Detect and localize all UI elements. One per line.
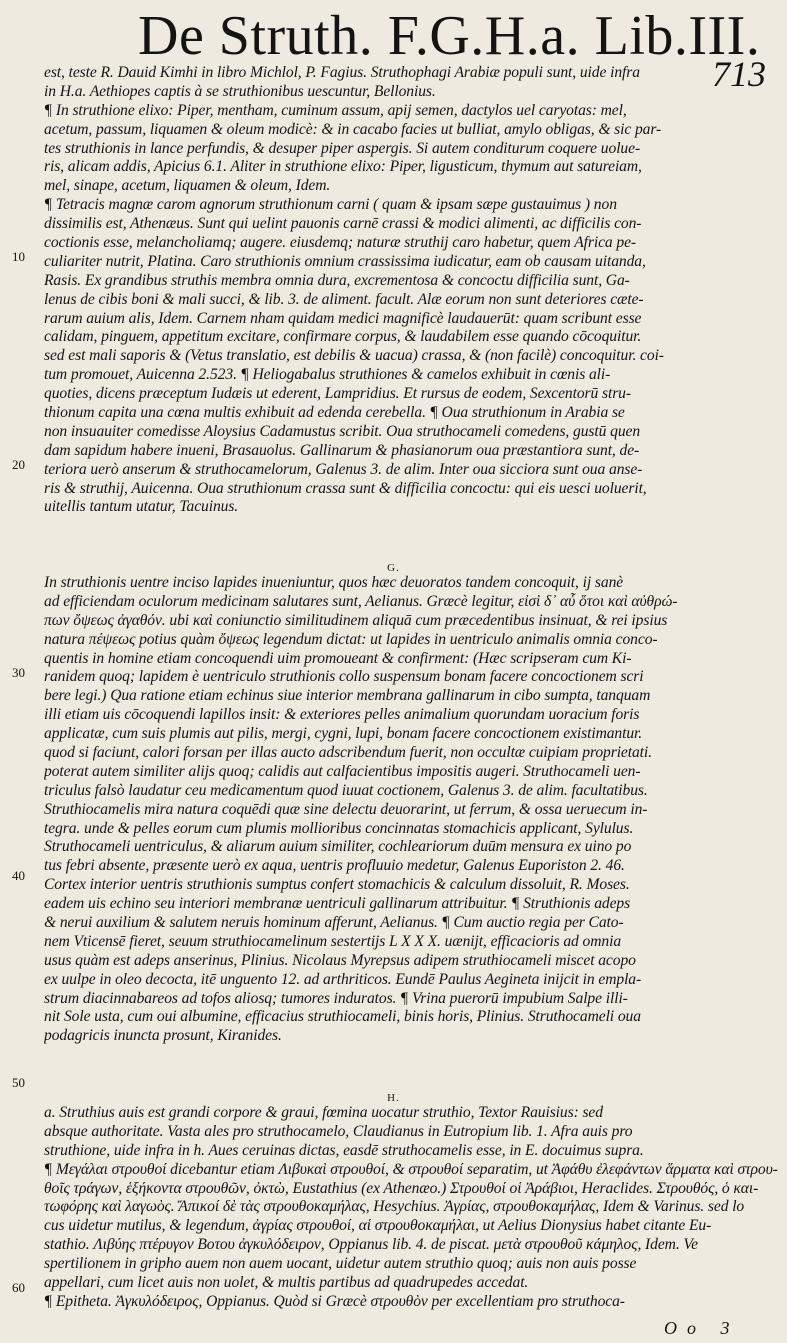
text-line: quoties, dicens præceptum Iudæis ut ederent, Lampridius. Et rursus de eodem, Sexcentorū stru- [44, 385, 631, 403]
text-line: poterat autem similiter alijs quoq; calidis aut calfacientibus impositis augeri. Struthocameli uen- [44, 762, 641, 780]
text-line: est, teste R. Dauid Kimhi in libro Michlol, P. Fagius. Struthophagi Arabiæ populi sunt, uide infra [44, 64, 640, 81]
line-number-20: 20 [12, 457, 25, 472]
text-line: nem Vticensē fieret, seuum struthiocamelinum sestertijs L X X X. uænijt, efficacioris ad omnia [44, 932, 622, 950]
text-line: ¶ Tetracis magnæ carom agnorum struthionum carni ( quam & ipsam sæpe gustauimus ) non [44, 196, 617, 214]
text-line: ¶ Μεγάλαι στρουθοί dicebantur etiam Λιβυκαὶ στρουθοί, & στρουθοί separatim, ut Ἀφάθυ ἐλεφάντων ἅρματα καὶ στρου- [44, 1160, 778, 1178]
text-line: in H.a. Aethiopes captis à se struthionibus uescuntur, Bellonius. [44, 82, 436, 100]
text-line: ex uulpe in oleo decocta, itē unguento 12. ad arthriticos. Eundē Paulus Aegineta inijcit in empla- [44, 970, 642, 988]
text-line: Cortex interior uentris struthionis sumptus confert stomachicis & calculum dissoluit, R. Moses. [44, 876, 630, 894]
section-f-text [44, 64, 782, 517]
text-line: teriora uerò anserum & struthocamelorum, Galenus 3. de alim. Inter oua sicciora sunt oua anse- [44, 460, 643, 478]
text-line: strum diacinnabareos ad tofos aliosq; tumores induratos. ¶ Vrina puerorū impubium Salpe illi- [44, 989, 628, 1007]
text-line: mel, sinape, acetum, liquamen & oleum, Idem. [44, 177, 331, 195]
text-line: usus quàm est adeps anserinus, Plinius. Nicolaus Myrepsus adipem struthiocameli miscet acopo [44, 951, 636, 969]
section-g-heading: G. [387, 562, 400, 574]
text-line: a. Struthius auis est grandi corpore & graui, fœmina uocatur struthio, Textor Rauisius: sed [44, 1104, 603, 1121]
text-line: rarum auium alis, Idem. Carnem nham quidam medici magnificè laudauerūt: quam scribunt esse [44, 309, 642, 327]
text-line: absque authoritate. Vasta ales pro struthocamelo, Claudianus in Eutropium lib. 1. Afra auis pro [44, 1122, 633, 1140]
text-line: πων ὄψεως ἀγαθόν. ubi καὶ coniunctio similitudinem aliquā cum præcedentibus insinuat, & rei ipsius [44, 611, 668, 629]
running-head-title: De Struth. F.G.H.a. Lib.III. [138, 5, 761, 67]
text-line: natura πέψεως potius quàm ὄψεως legendum dictat: ut lapides in uentriculo animalis omnia conco- [44, 630, 658, 648]
text-line: In struthionis uentre inciso lapides inueniuntur, quos hæc deuoratos tandem concoquit, ij sanè [44, 574, 624, 591]
line-number-60: 60 [12, 1280, 25, 1295]
text-line: appellari, cum licet auis non uolet, & multis partibus ad quadrupedes accedat. [44, 1274, 529, 1292]
text-line: nit Sole usta, cum oui albumine, efficacius struthiocameli, binis horis, Plinius. Struthocameli oua [44, 1008, 641, 1026]
text-line: acetum, passum, liquamen & oleum modicè: & in cacabo facies ut bulliat, amylo obligas, & sic par- [44, 120, 662, 138]
text-line: ranidem quoq; lapidem è uentriculo struthionis collo suspensum bonam facere concoctionem scri [44, 668, 644, 686]
text-line: dissimilis est, Athenæus. Sunt qui uelint pauonis carnē crassi & modici alimenti, ac difficilis con- [44, 215, 642, 233]
text-line: ad efficiendam oculorum medicinam salutares sunt, Aelianus. Græcè legitur, εἰσὶ δ᾽ αὖ ὅτοι καὶ αὐθρώ- [44, 592, 678, 610]
text-line: bere legi.) Qua ratione etiam echinus siue interior membrana gallinarum in cibo sumpta, tanquam [44, 687, 651, 705]
text-line: cus uidetur mutilus, & legendum, ἀγρίας στρουθοί, αἱ στρουθοκαμήλαι, ut Aelius Dionysius habet citante Eu- [44, 1217, 712, 1235]
text-line: ris, alicam addis, Apicius 6.1. Aliter in struthione elixo: Piper, ligusticum, thymum aut satureiam, [44, 158, 642, 176]
text-line: tus febri absente, præsente uerò ex aqua, uentris profluuio medetur, Galenus Euporiston 2. 46. [44, 857, 625, 875]
text-line: culiariter nutrit, Platina. Caro struthionis omnium crassissima iudicatur, eam ob causam uitanda, [44, 252, 646, 270]
text-line: θοῖς τράγων, ἑξήκοντα στρουθῶν, ὀκτὼ, Eustathius (ex Athenæo.) Στρουθοί οἱ Ἀράβιοι, Heraclides. Στρουθός, ὁ και- [44, 1179, 759, 1197]
text-line: stathio. Λιβύης πτέρυγον Βοτου ἀγκυλόδειρον, Oppianus lib. 4. de piscat. μετὰ στρουθοῦ κάμηλος, Idem. Ve [44, 1236, 698, 1254]
text-line: thionum capita una cœna multis exhibuit ad edenda cerebella. ¶ Oua struthionum in Arabia se [44, 404, 625, 422]
text-line: calidam, pinguem, appetitum excitare, confirmare corpus, & laudabilem esse quando cōcoquitur. [44, 328, 642, 346]
text-line: quentis in homine etiam concoquendi uim promoueant & confirment: (Hæc scripseram cum Ki- [44, 649, 632, 667]
text-line: ¶ In struthione elixo: Piper, mentham, cuminum assum, apij semen, dactylos uel caryotas: mel, [44, 101, 627, 119]
text-line: τωφόρης καὶ λαγωὸς. Ἄπικοί δὲ τὰς στρουθοκαμήλας, Hesychius. Ἀγρίας, στρουθοκαμήλας, Idem & Varinus. sed lo [44, 1198, 745, 1216]
text-line: Struthocameli uentriculus, & aliarum auium similiter, cochleariorum duūm mensura ex uino po [44, 838, 632, 856]
signature-mark: Oo 3 [664, 1318, 740, 1338]
text-line: tum promouet, Auicenna 2.523. ¶ Heliogabalus struthiones & camelos exhibuit in cœnis ali- [44, 366, 611, 384]
section-g-text [44, 574, 782, 1046]
text-line: tes struthionis in lance perfundis, & desuper piper aspergis. Si autem conditurum coquere uolue- [44, 139, 641, 157]
text-line: quod si faciunt, calori forsan per illas aucto adscribendum fuerit, non occultæ cuipiam proprietati. [44, 744, 652, 762]
text-line: & nerui auxilium & salutem neruis hominum afferunt, Aelianus. ¶ Cum auctio regia per Cato- [44, 914, 624, 932]
text-line: ¶ Epitheta. Ἀγκυλόδειρος, Oppianus. Quòd si Græcè στρουθὸν per excellentiam pro struthoca- [44, 1292, 625, 1310]
text-line: illi etiam uis cōcoquendi lapillos insit: & exteriores pelles animalium quorundam uoracium foris [44, 706, 640, 724]
text-line: struthione, uide infra in h. Aues ceruinas dictas, easdē struthocamelis esse, in E. docuimus supra. [44, 1141, 644, 1159]
text-line: lenus de cibis boni & mali succi, & lib. 3. de aliment. facult. Alæ eorum non sunt deteriores cæte- [44, 290, 644, 308]
text-line: spertilionem in gripho auem non auem uocant, uidetur autem struthio quoq; auis non auis posse [44, 1255, 637, 1273]
text-line: tegra. unde & pelles eorum cum plumis mollioribus concinnatas stomachicis applicant, Sylulus. [44, 819, 634, 837]
text-line: ris & struthij, Auicenna. Oua struthionum crassa sunt & difficilia concoctu: qui eis uesci uoluerit, [44, 479, 647, 497]
text-line: non insuauiter comedisse Aloysius Cadamustus scribit. Oua struthocameli comedens, gustū quen [44, 422, 641, 440]
line-number-50: 50 [12, 1075, 25, 1090]
line-number-10: 10 [12, 249, 25, 264]
text-line: Rasis. Ex grandibus struthis membra omnia dura, excrementosa & concoctu difficilia sunt, Ga- [44, 271, 630, 289]
text-line: Struthiocamelis mira natura coquēdi quæ sine delectu deuorarint, ut ferrum, & ossa ueruecum in- [44, 800, 648, 818]
text-line: triculus falsò laudatur ceu medicamentum quod iuuat coctionem, Galenus 3. de alim. facultatibus. [44, 781, 648, 799]
text-line: applicatæ, cum suis plumis aut pilis, mergi, cygni, lupi, bonam facere concoctionem existimantur. [44, 725, 643, 743]
section-h-text [44, 1104, 782, 1312]
text-line: sed est mali saporis & (Vetus translatio, est debilis & uacua) crassa, & (non facilè) concoquitur. coi- [44, 347, 664, 365]
text-line: uitellis tantum utatur, Tacuinus. [44, 498, 239, 516]
text-line: podagricis inuncta prosunt, Kiranides. [44, 1027, 282, 1045]
line-number-40: 40 [12, 868, 25, 883]
line-number-30: 30 [12, 665, 25, 680]
section-h-heading: H. [387, 1092, 400, 1104]
text-line: dam sapidum habere inueni, Brasauolus. Gallinarum & phasianorum oua præstantiora sunt, de- [44, 441, 640, 459]
page-number: 713 [712, 54, 766, 94]
text-line: eadem uis echino seu interiori membranæ uentriculi gallinarum attribuitur. ¶ Struthionis adeps [44, 895, 631, 913]
text-line: coctionis esse, melancholiamq; augere. eiusdemq; naturæ struthij caro habetur, quem Africa pe- [44, 234, 637, 252]
